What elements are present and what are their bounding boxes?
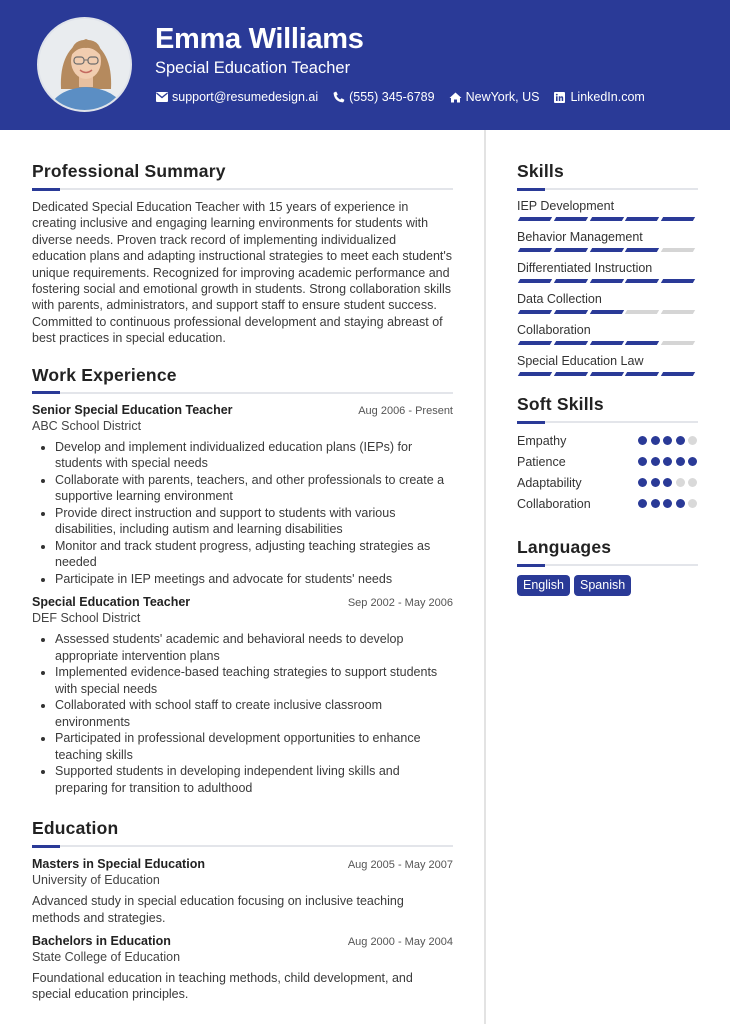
main-column bbox=[32, 130, 453, 1003]
section-heading: Soft Skills bbox=[517, 394, 604, 414]
section-heading: Professional Summary bbox=[32, 161, 226, 181]
degree-name: Masters in Special Education bbox=[32, 857, 205, 872]
section-heading: Languages bbox=[517, 537, 612, 557]
skill-level-bar bbox=[517, 341, 698, 345]
skill-level-segment bbox=[589, 341, 624, 345]
skill-level-bar bbox=[517, 217, 698, 221]
soft-skills-section bbox=[517, 394, 698, 514]
skill-level-segment bbox=[518, 341, 553, 345]
skill-name: Special Education Law bbox=[517, 354, 644, 368]
bullet-item: Collaborate with parents, teachers, and other professionals to create a supportive learning environment bbox=[32, 472, 453, 505]
phone-text: (555) 345-6789 bbox=[349, 90, 435, 104]
job-employer: ABC School District bbox=[32, 418, 142, 433]
location-text: NewYork, US bbox=[465, 90, 540, 104]
linkedin-icon bbox=[553, 91, 566, 104]
job-title: Senior Special Education Teacher bbox=[32, 402, 233, 417]
job-dates: Sep 2002 - May 2006 bbox=[347, 597, 453, 610]
rating-dot-icon bbox=[676, 478, 685, 487]
bullet-item: Implemented evidence-based teaching strategies to support students with special needs bbox=[32, 664, 453, 697]
skill-name: Data Collection bbox=[517, 292, 602, 306]
contact-location bbox=[449, 90, 540, 104]
skill-item bbox=[517, 230, 698, 252]
skill-level-segment bbox=[661, 248, 696, 252]
skill-level-segment bbox=[661, 310, 696, 314]
language-badge: Spanish bbox=[574, 575, 631, 596]
heading-underline bbox=[32, 392, 453, 394]
skill-level-segment bbox=[625, 248, 660, 252]
soft-skill-name: Adaptability bbox=[517, 475, 582, 490]
soft-skill-item bbox=[517, 451, 698, 472]
candidate-title: Special Education Teacher bbox=[155, 59, 351, 77]
skill-item bbox=[517, 292, 698, 314]
rating-dot-icon bbox=[663, 499, 672, 508]
skill-level-segment bbox=[589, 279, 624, 283]
skill-level-segment bbox=[625, 372, 660, 376]
heading-underline bbox=[32, 845, 453, 847]
column-divider bbox=[484, 130, 486, 1024]
rating-dot-icon bbox=[638, 478, 647, 487]
bullet-item: Monitor and track student progress, adjusting teaching strategies as needed bbox=[32, 538, 453, 571]
rating-dot-icon bbox=[638, 436, 647, 445]
soft-skill-rating bbox=[635, 457, 698, 466]
skill-level-bar bbox=[517, 310, 698, 314]
skill-level-segment bbox=[625, 217, 660, 221]
education-dates: Aug 2005 - May 2007 bbox=[347, 859, 453, 872]
skill-level-segment bbox=[589, 372, 624, 376]
language-badge: English bbox=[517, 575, 570, 596]
soft-skills-list bbox=[517, 430, 698, 514]
envelope-icon bbox=[155, 91, 168, 104]
skill-name: Differentiated Instruction bbox=[517, 261, 653, 275]
contact-email[interactable] bbox=[155, 90, 318, 104]
rating-dot-icon bbox=[688, 478, 697, 487]
profile-photo bbox=[37, 17, 132, 112]
skill-level-segment bbox=[589, 310, 624, 314]
languages-section bbox=[517, 537, 698, 596]
candidate-name: Emma Williams bbox=[155, 23, 364, 55]
soft-skill-item bbox=[517, 493, 698, 514]
skill-level-segment bbox=[554, 217, 589, 221]
skill-item bbox=[517, 199, 698, 221]
rating-dot-icon bbox=[676, 436, 685, 445]
skill-level-segment bbox=[661, 341, 696, 345]
home-icon bbox=[449, 91, 462, 104]
rating-dot-icon bbox=[663, 478, 672, 487]
job-employer: DEF School District bbox=[32, 611, 141, 626]
bullet-item: Participate in IEP meetings and advocate for students' needs bbox=[32, 571, 453, 588]
rating-dot-icon bbox=[638, 457, 647, 466]
heading-underline bbox=[32, 188, 453, 190]
job-dates: Aug 2006 - Present bbox=[358, 404, 453, 417]
rating-dot-icon bbox=[651, 436, 660, 445]
skill-level-segment bbox=[625, 279, 660, 283]
skill-level-segment bbox=[661, 372, 696, 376]
heading-underline bbox=[517, 421, 698, 423]
soft-skill-name: Collaboration bbox=[517, 496, 591, 511]
education-dates: Aug 2000 - May 2004 bbox=[347, 935, 453, 948]
soft-skill-item bbox=[517, 472, 698, 493]
bullet-item: Participated in professional development opportunities to enhance teaching skills bbox=[32, 730, 453, 763]
job-title: Special Education Teacher bbox=[32, 595, 191, 610]
school-name: State College of Education bbox=[32, 949, 181, 964]
section-heading: Skills bbox=[517, 161, 564, 181]
skill-item bbox=[517, 323, 698, 345]
skill-name: Collaboration bbox=[517, 323, 591, 337]
soft-skill-rating bbox=[635, 499, 698, 508]
skill-item bbox=[517, 354, 698, 376]
contact-linkedin[interactable] bbox=[553, 90, 644, 104]
job-bullets bbox=[32, 631, 453, 796]
rating-dot-icon bbox=[663, 457, 672, 466]
linkedin-text: LinkedIn.com bbox=[570, 90, 645, 104]
skill-level-segment bbox=[518, 217, 553, 221]
experience-section bbox=[32, 365, 453, 797]
skill-level-segment bbox=[554, 310, 589, 314]
skill-level-segment bbox=[625, 310, 660, 314]
job-bullets bbox=[32, 439, 453, 588]
skill-level-bar bbox=[517, 372, 698, 376]
skill-level-segment bbox=[518, 279, 553, 283]
skill-level-segment bbox=[554, 279, 589, 283]
skill-level-bar bbox=[517, 248, 698, 252]
skill-level-bar bbox=[517, 279, 698, 283]
soft-skill-name: Patience bbox=[517, 454, 566, 469]
skill-level-segment bbox=[518, 372, 553, 376]
skill-name: Behavior Management bbox=[517, 230, 643, 244]
rating-dot-icon bbox=[676, 457, 685, 466]
skill-level-segment bbox=[625, 341, 660, 345]
rating-dot-icon bbox=[663, 436, 672, 445]
rating-dot-icon bbox=[688, 457, 697, 466]
rating-dot-icon bbox=[688, 499, 697, 508]
resume-header bbox=[0, 0, 730, 130]
summary-section bbox=[32, 161, 453, 347]
rating-dot-icon bbox=[651, 499, 660, 508]
bullet-item: Collaborated with school staff to create inclusive classroom environments bbox=[32, 697, 453, 730]
skill-level-segment bbox=[589, 217, 624, 221]
skill-level-segment bbox=[661, 279, 696, 283]
education-description: Advanced study in special education focusing on inclusive teaching methods and strategies. bbox=[32, 894, 404, 925]
rating-dot-icon bbox=[638, 499, 647, 508]
rating-dot-icon bbox=[651, 478, 660, 487]
skill-level-segment bbox=[518, 248, 553, 252]
education-entry bbox=[32, 934, 453, 1003]
skills-list bbox=[517, 199, 698, 376]
bullet-item: Provide direct instruction and support to students with various disabilities, including autism and learning disabilities bbox=[32, 505, 453, 538]
skill-level-segment bbox=[554, 248, 589, 252]
skill-item bbox=[517, 261, 698, 283]
skill-name: IEP Development bbox=[517, 199, 615, 213]
job-entry bbox=[32, 595, 453, 796]
skill-level-segment bbox=[518, 310, 553, 314]
rating-dot-icon bbox=[676, 499, 685, 508]
soft-skill-name: Empathy bbox=[517, 433, 567, 448]
bullet-item: Assessed students' academic and behavioral needs to develop appropriate intervention plans bbox=[32, 631, 453, 664]
soft-skill-rating bbox=[635, 478, 698, 487]
job-entry bbox=[32, 403, 453, 588]
heading-underline bbox=[517, 188, 698, 190]
soft-skill-rating bbox=[635, 436, 698, 445]
bullet-item: Supported students in developing independent living skills and preparing for transition to adulthood bbox=[32, 763, 453, 796]
school-name: University of Education bbox=[32, 873, 160, 888]
section-heading: Work Experience bbox=[32, 364, 177, 385]
skill-level-segment bbox=[554, 341, 589, 345]
contact-bar bbox=[155, 90, 659, 104]
phone-icon bbox=[332, 91, 345, 104]
section-heading: Education bbox=[32, 818, 119, 839]
skills-section bbox=[517, 161, 698, 376]
soft-skill-item bbox=[517, 430, 698, 451]
heading-underline bbox=[517, 564, 698, 566]
education-entry bbox=[32, 857, 453, 926]
email-text: support@resumedesign.ai bbox=[172, 90, 319, 104]
bullet-item: Develop and implement individualized education plans (IEPs) for students with special needs bbox=[32, 439, 453, 472]
education-section bbox=[32, 818, 453, 1003]
summary-text: Dedicated Special Education Teacher with 15 years of experience in creating inclusive and engaging learning environments for students with diverse needs. Proven track record of implementing individualized education plans and adapting instructional strategies to meet each student's unique requirements. Recognized for improving academic performance and fostering social and emotional growth in students. Strong collaboration skills with parents, administrators, and support staff to ensure student success. Committed to continuous professional development and staying abreast of best practices in special education. bbox=[32, 200, 453, 346]
portrait-icon bbox=[39, 19, 132, 112]
degree-name: Bachelors in Education bbox=[32, 933, 171, 948]
contact-phone[interactable] bbox=[332, 90, 434, 104]
languages-list bbox=[517, 575, 698, 596]
sidebar-column bbox=[517, 130, 698, 596]
skill-level-segment bbox=[661, 217, 696, 221]
rating-dot-icon bbox=[651, 457, 660, 466]
education-description: Foundational education in teaching methods, child development, and special education principles. bbox=[32, 970, 413, 1002]
skill-level-segment bbox=[554, 372, 589, 376]
skill-level-segment bbox=[589, 248, 624, 252]
rating-dot-icon bbox=[688, 436, 697, 445]
